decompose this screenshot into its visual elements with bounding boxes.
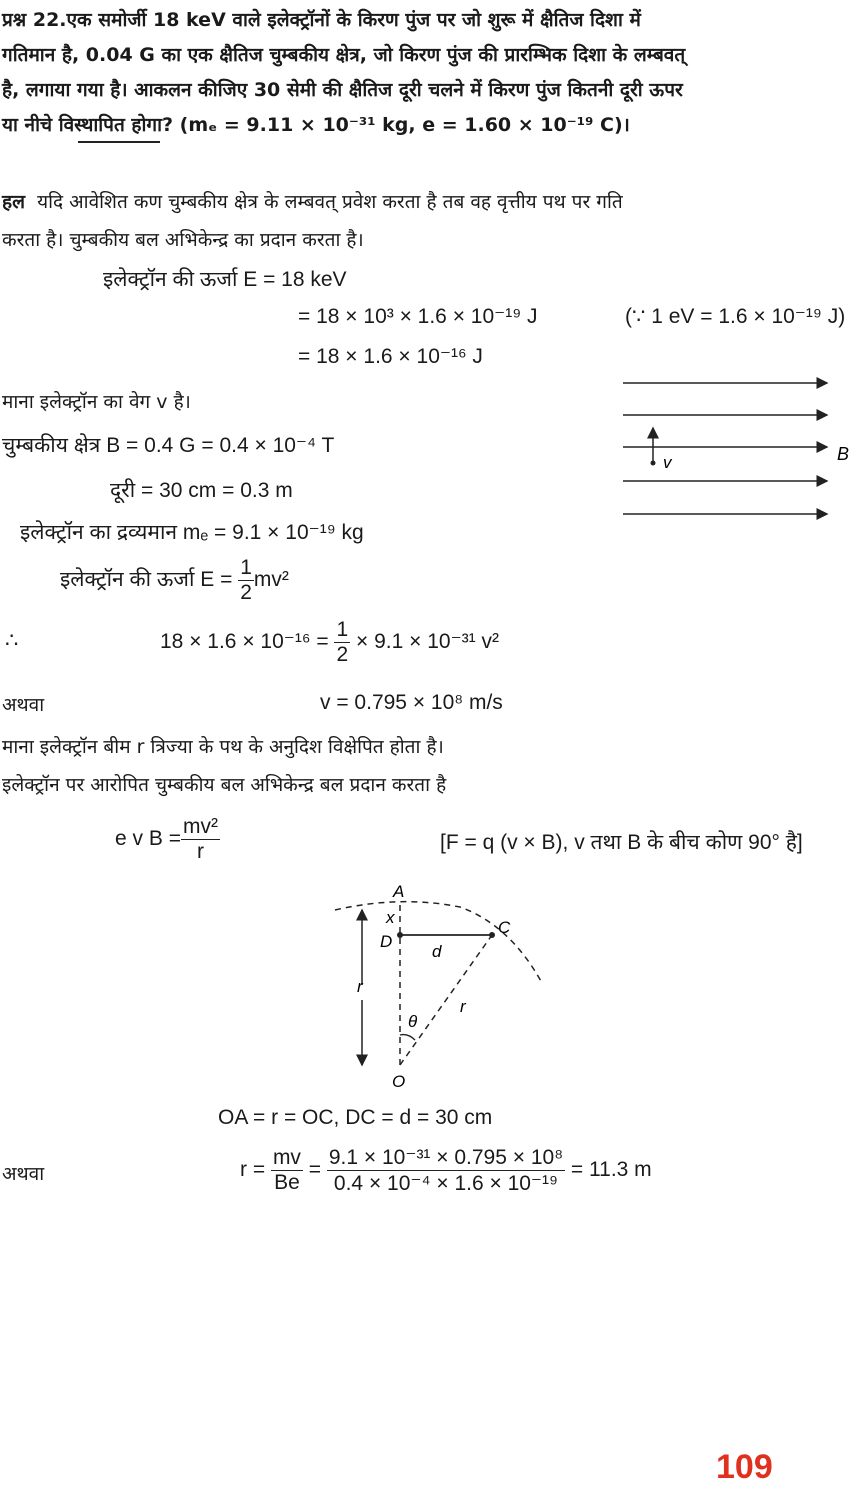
athva-label-2: अथवा [2, 1163, 45, 1185]
mass-line: इलेक्ट्रॉन का द्रव्यमान mₑ = 9.1 × 10⁻¹⁹ kg [20, 521, 364, 544]
energy-line: इलेक्ट्रॉन की ऊर्जा E = 18 keV [103, 268, 347, 291]
athva-label: अथवा [2, 694, 45, 716]
question-line-2: गतिमान है, 0.04 G का एक क्षैतिज चुम्बकीय क्षेत्र, जो किरण पुंज की प्रारम्भिक दिशा के लम्बवत् [2, 44, 686, 66]
svg-text:D: D [380, 932, 393, 951]
svg-text:A: A [393, 882, 405, 901]
magnetic-field-figure [615, 370, 855, 525]
force-line: इलेक्ट्रॉन पर आरोपित चुम्बकीय बल अभिकेन्द्र बल प्रदान करता है [2, 774, 447, 796]
energy-line-2: = 18 × 10³ × 1.6 × 10⁻¹⁹ J [298, 305, 538, 328]
svg-text:O: O [392, 1072, 406, 1091]
svg-text:θ: θ [408, 1012, 418, 1031]
question-line-3: है, लगाया गया है। आकलन कीजिए 30 सेमी की क्षैतिज दूरी चलने में किरण पुंज कितनी दूरी ऊपर [2, 79, 683, 101]
question-line-1: प्रश्न 22.एक समोर्जी 18 keV वाले इलेक्ट्रॉनों के किरण पुंज पर जो शुरू में क्षैतिज दिशा में [2, 9, 641, 31]
evb-equation: e v B = $\frac{\text{mv²}}{r}$ [115, 815, 218, 863]
v-label: v [663, 453, 672, 472]
svg-text:d: d [432, 942, 442, 961]
circular-path-figure [320, 875, 560, 1095]
radius-oc [400, 935, 492, 1065]
therefore-symbol: ∴ [5, 629, 19, 652]
velocity-result: v = 0.795 × 10⁸ m/s [320, 691, 503, 714]
svg-text:r: r [460, 997, 466, 1016]
field-line: चुम्बकीय क्षेत्र B = 0.4 G = 0.4 × 10⁻⁴ T [2, 434, 335, 457]
question-line-4: या नीचे विस्थापित होगा? (mₑ = 9.11 × 10⁻³¹ kg, e = 1.60 × 10⁻¹⁹ C)। [2, 114, 630, 136]
radius-equation: r = $\frac{mv}{Be}$ = $\frac{\text{9.1 × 10⁻³¹ × 0.795 × 10⁸}}{\text{0.4 × 10⁻⁴ × 1.6 × 10⁻¹⁹}}$ = 11.3 m [240, 1146, 652, 1195]
svg-text:r: r [357, 977, 363, 996]
velocity-line: माना इलेक्ट्रॉन का वेग v है। [2, 391, 191, 413]
radius-line: माना इलेक्ट्रॉन बीम r त्रिज्या के पथ के अनुदिश विक्षेपित होता है। [2, 736, 444, 758]
b-label: B [837, 444, 850, 464]
oa-line: OA = r = OC, DC = d = 30 cm [218, 1106, 493, 1129]
energy-note: (∵ 1 eV = 1.6 × 10⁻¹⁹ J) [625, 305, 846, 328]
svg-text:x: x [386, 908, 395, 927]
kinetic-energy-line: इलेक्ट्रॉन की ऊर्जा E = $\frac{1}{2}$ mv² [60, 556, 289, 604]
force-note: [F = q (v × B), v तथा B के बीच कोण 90° है] [440, 831, 803, 854]
energy-line-3: = 18 × 1.6 × 10⁻¹⁶ J [298, 345, 483, 368]
page-number: 109 [716, 1448, 773, 1485]
solution-line-1: हल यदि आवेशित कण चुम्बकीय क्षेत्र के लम्बवत् प्रवेश करता है तब वह वृत्तीय पथ पर गति [2, 191, 623, 213]
solution-line-2: करता है। चुम्बकीय बल अभिकेन्द्र का प्रदान करता है। [2, 229, 364, 251]
distance-line: दूरी = 30 cm = 0.3 m [110, 479, 293, 502]
equation-line: 18 × 1.6 × 10⁻¹⁶ = $\frac{1}{2}$ × 9.1 × 10⁻³¹ v² [160, 618, 499, 666]
svg-text:C: C [498, 918, 511, 937]
underline [78, 141, 160, 143]
